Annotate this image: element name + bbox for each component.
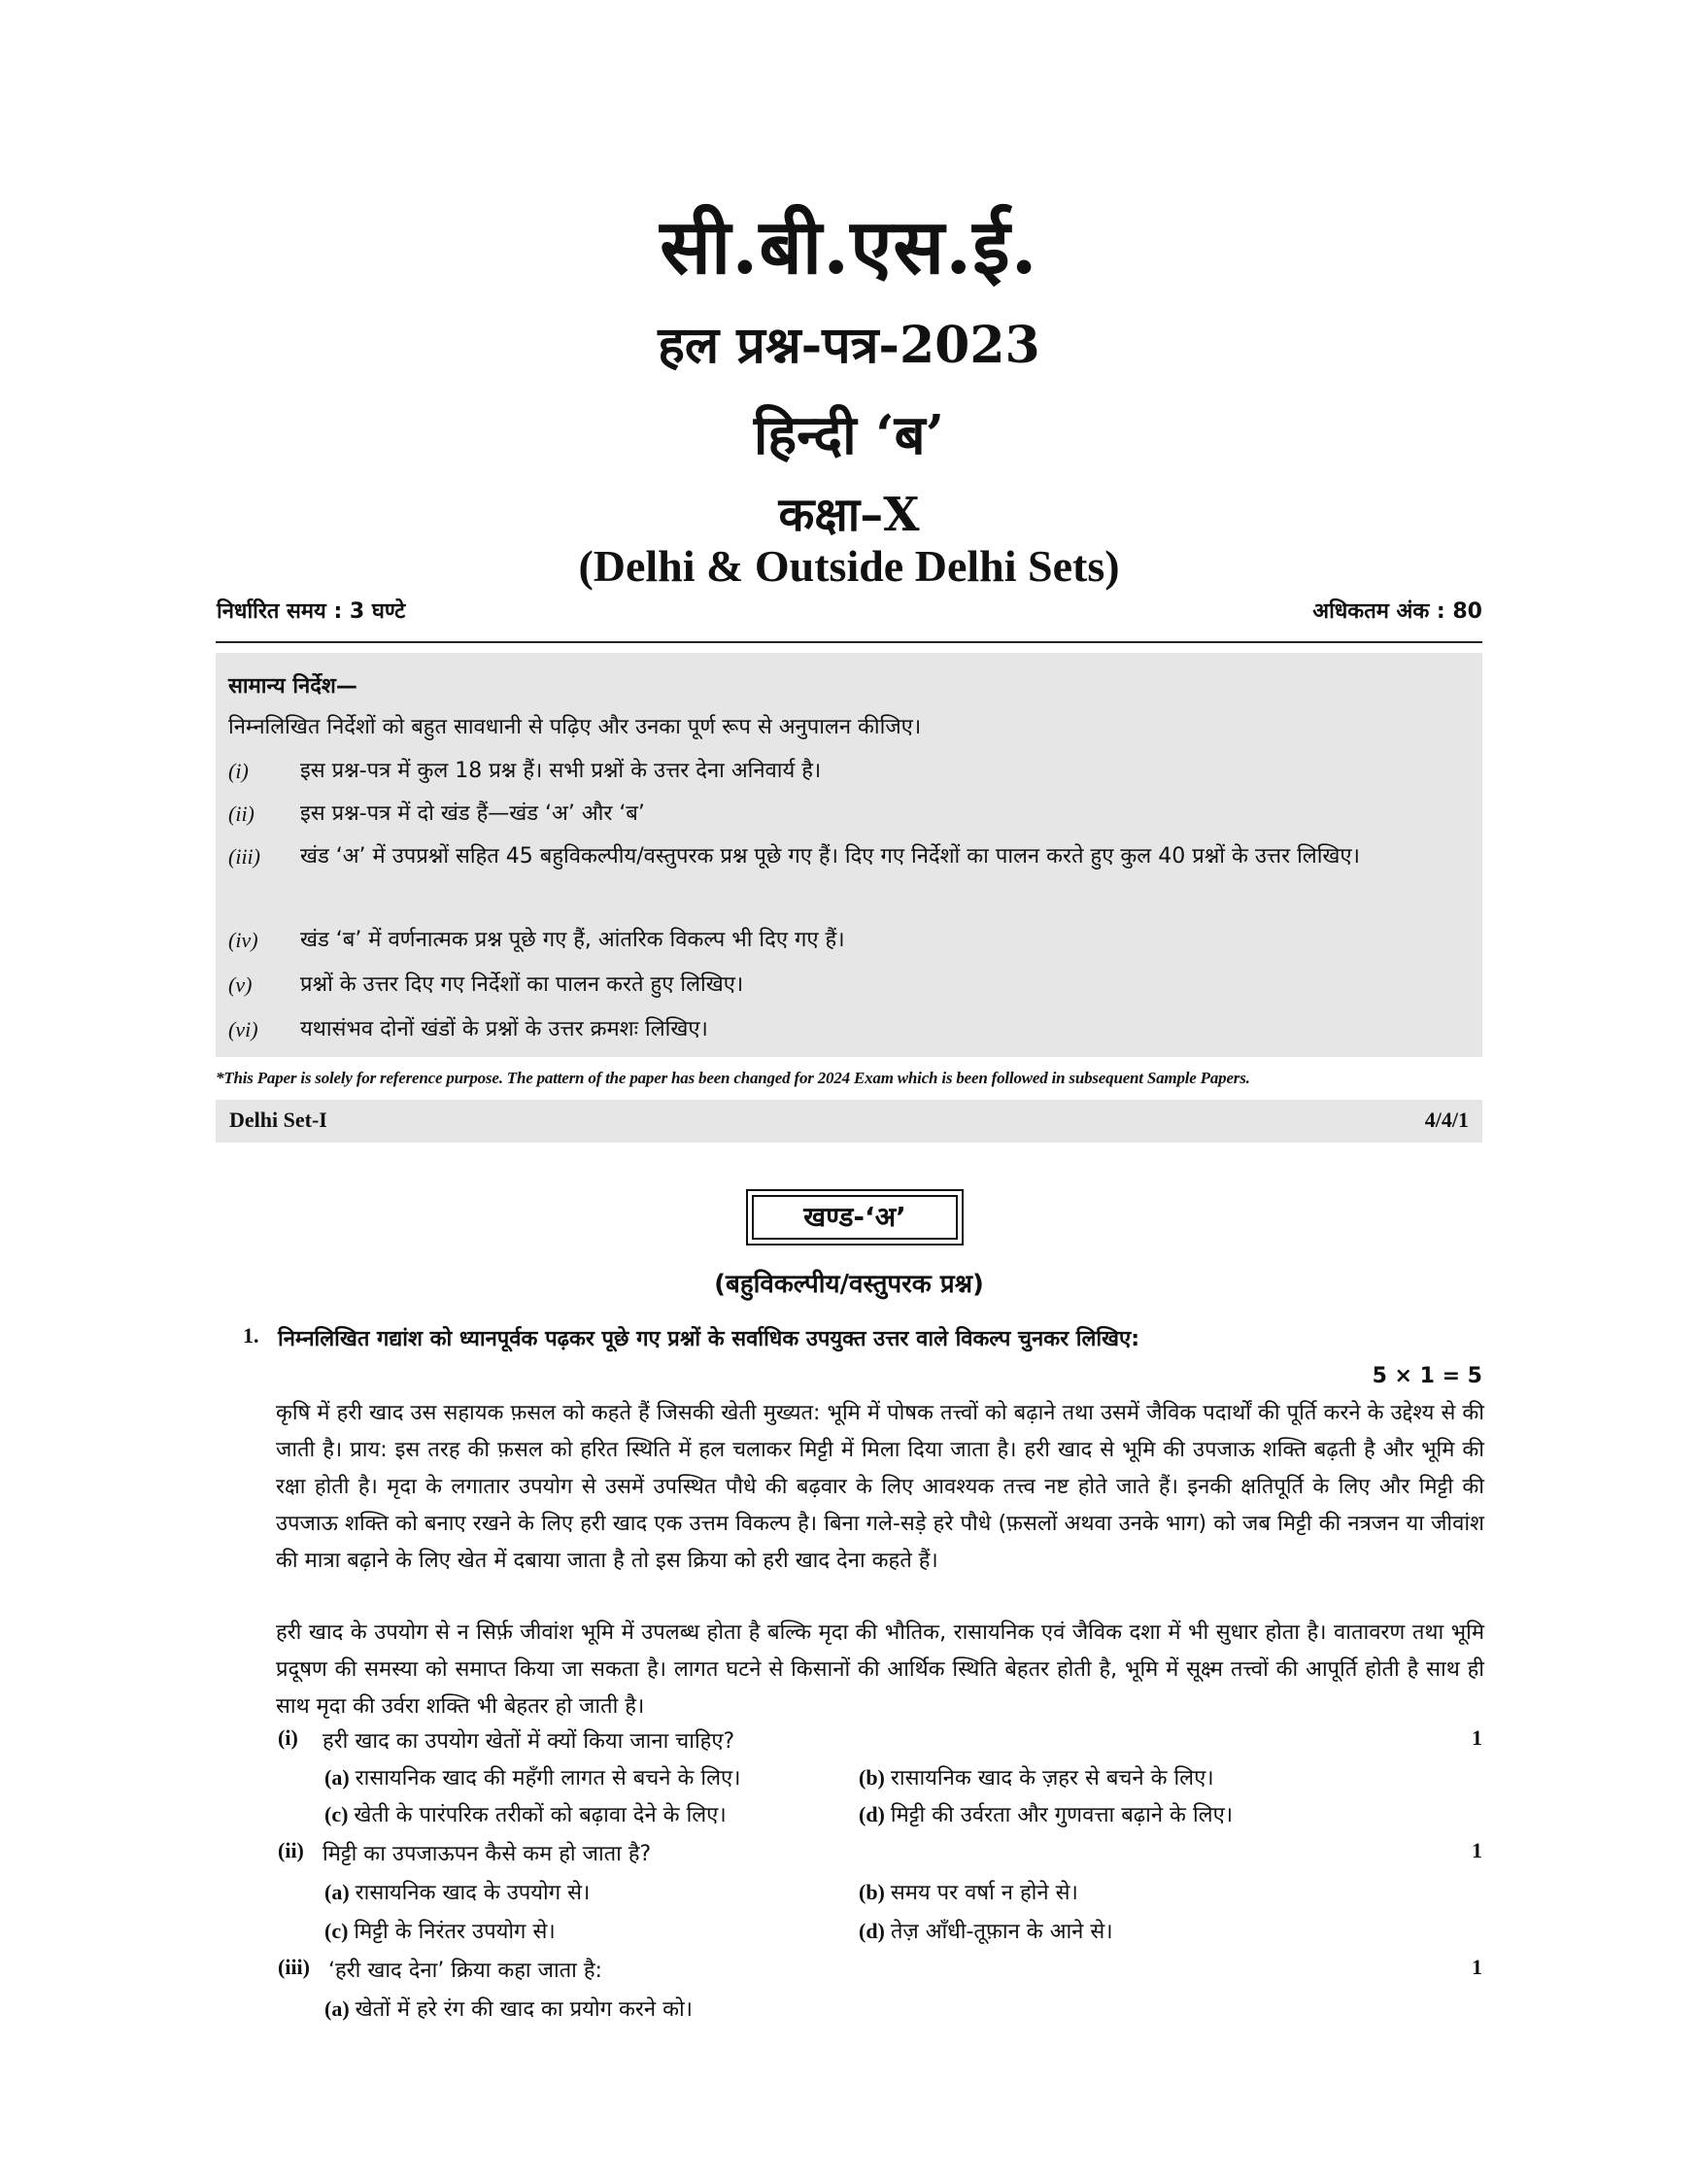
option-text: रासायनिक खाद की महँगी लागत से बचने के लिए।	[355, 1766, 741, 1791]
board-title: सी.बी.एस.ई.	[660, 203, 1038, 291]
option-label: (a)	[324, 1996, 350, 2021]
paper-title: हल प्रश्न-पत्र-2023	[658, 316, 1040, 375]
instruction-text: खंड ‘ब’ में वर्णनात्मक प्रश्न पूछे गए हैं, आंतरिक विकल्प भी दिए गए हैं।	[300, 928, 845, 952]
instruction-number: (v)	[228, 973, 253, 997]
sub-question-marks: 1	[1472, 1838, 1482, 1862]
sets-title: (Delhi & Outside Delhi Sets)	[578, 541, 1120, 591]
option-text: रासायनिक खाद के उपयोग से।	[355, 1881, 591, 1905]
option-text: समय पर वर्षा न होने से।	[890, 1881, 1078, 1905]
sub-question-number: (i)	[278, 1725, 298, 1750]
option	[324, 1762, 741, 1792]
set-bar	[216, 1100, 1482, 1143]
instruction-number: (vi)	[228, 1017, 258, 1041]
option-text: तेज़ आँधी-तूफ़ान के आने से।	[890, 1920, 1113, 1944]
instructions-intro: निम्नलिखित निर्देशों को बहुत सावधानी से पढ़िए और उनका पूर्ण रूप से अनुपालन कीजिए।	[228, 715, 922, 739]
option-text: मिट्टी के निरंतर उपयोग से।	[354, 1920, 556, 1944]
sub-question-marks: 1	[1472, 1725, 1482, 1750]
instruction-number: (iv)	[228, 928, 258, 952]
option	[859, 1762, 1214, 1792]
instruction-text: यथासंभव दोनों खंडों के प्रश्नों के उत्तर क्रमशः लिखिए।	[300, 1017, 708, 1041]
option-text: मिट्टी की उर्वरता और गुणवत्ता बढ़ाने के लिए।	[890, 1803, 1234, 1827]
option-label: (c)	[324, 1802, 349, 1826]
section-subtitle: (बहुविकल्पीय/वस्तुपरक प्रश्न)	[714, 1270, 984, 1299]
option	[859, 1877, 1078, 1906]
instruction-text: प्रश्नों के उत्तर दिए गए निर्देशों का पालन करते हुए लिखिए।	[300, 973, 744, 997]
option	[324, 1916, 556, 1945]
option-text: खेती के पारंपरिक तरीकों को बढ़ावा देने के लिए।	[354, 1803, 727, 1827]
class-title: कक्षा–X	[778, 488, 920, 542]
option-label: (a)	[324, 1880, 350, 1904]
instruction-text: इस प्रश्न-पत्र में दो खंड हैं—खंड ‘अ’ और ‘ब’	[300, 802, 645, 826]
option-label: (b)	[859, 1880, 885, 1904]
option	[324, 1877, 590, 1906]
option-label: (a)	[324, 1765, 350, 1790]
max-marks: अधिकतम अंक : 80	[1312, 599, 1482, 624]
passage-paragraph: कृषि में हरी खाद उस सहायक फ़सल को कहते हैं जिसकी खेती मुख्यत: भूमि में पोषक तत्त्वों को बढ़ाने तथा उसमें जैविक पदार्थों की पूर्ति करने के उद्देश्य से की जाती है। प्राय: इस तरह की फ़सल को हरित स्थिति में हल चलाकर मिट्टी में मिला दिया जाता है। हरी खाद से भूमि की उपजाऊ शक्ति बढ़ती है और भूमि की रक्षा होती है। मृदा के लगातार उपयोग से उसमें उपस्थित पौधे की बढ़वार के लिए आवश्यक तत्त्व नष्ट होते जाते हैं। इनकी क्षतिपूर्ति के लिए और मिट्टी की उपजाऊ शक्ति को बनाए रखने के लिए हरी खाद एक उत्तम विकल्प है। बिना गले-सड़े हरे पौधे (फ़सलों अथवा उनके भाग) को जब मिट्टी की नत्रजन या जीवांश की मात्रा बढ़ाने के लिए खेत में दबाया जाता है तो इस क्रिया को हरी खाद देना कहते हैं।	[276, 1401, 1484, 1573]
option-text: रासायनिक खाद के ज़हर से बचने के लिए।	[890, 1766, 1214, 1791]
instructions-heading: सामान्य निर्देश—	[228, 674, 357, 699]
reference-note: *This Paper is solely for reference purpose. The pattern of the paper has been changed for 2024 Exam which is been followed in subsequent Sample Papers.	[216, 1069, 1250, 1087]
question-marks: 5 × 1 = 5	[1372, 1364, 1482, 1388]
instruction-number: (i)	[228, 759, 249, 783]
subject-title: हिन्दी ‘ब’	[753, 403, 945, 467]
sub-question-number: (ii)	[278, 1838, 304, 1862]
instruction-number: (ii)	[228, 802, 255, 826]
option-label: (b)	[859, 1765, 885, 1790]
sub-question-text: ‘हरी खाद देना’ क्रिया कहा जाता है:	[328, 1959, 602, 1983]
instruction-text: इस प्रश्न-पत्र में कुल 18 प्रश्न हैं। सभी प्रश्नों के उत्तर देना अनिवार्य है।	[300, 759, 822, 783]
instruction-text: खंड ‘अ’ में उपप्रश्नों सहित 45 बहुविकल्पीय/वस्तुपरक प्रश्न पूछे गए हैं। दिए गए निर्देशों का पालन करते हुए कुल 40 प्रश्नों के उत्तर लिखिए।	[300, 844, 1360, 869]
option	[859, 1799, 1233, 1828]
passage-paragraph: हरी खाद के उपयोग से न सिर्फ़ जीवांश भूमि में उपलब्ध होता है बल्कि मृदा की भौतिक, रासायनिक एवं जैविक दशा में भी सुधार होता है। वातावरण तथा भूमि प्रदूषण की समस्या को समाप्त किया जा सकता है। लागत घटने से किसानों की आर्थिक स्थिति बेहतर होती है, भूमि में सूक्ष्म तत्त्वों की आपूर्ति होती है साथ ही साथ मृदा की उर्वरा शक्ति भी बेहतर हो जाती है।	[276, 1621, 1484, 1719]
set-code: 4/4/1	[1424, 1108, 1469, 1132]
option	[324, 1799, 727, 1828]
sub-question-marks: 1	[1472, 1955, 1482, 1979]
time-allowed: निर्धारित समय : 3 घण्टे	[217, 599, 406, 624]
option-label: (d)	[859, 1802, 885, 1826]
sub-question-text: हरी खाद का उपयोग खेतों में क्यों किया जाना चाहिए?	[323, 1729, 735, 1754]
section-title: खण्ड-‘अ’	[752, 1195, 958, 1240]
question-text: निम्नलिखित गद्यांश को ध्यानपूर्वक पढ़कर पूछे गए प्रश्नों के सर्वाधिक उपयुक्त उत्तर वाले विकल्प चुनकर लिखिए:	[278, 1327, 1140, 1351]
sub-question-number: (iii)	[278, 1955, 310, 1979]
option	[324, 1994, 693, 2023]
question-number: 1.	[243, 1323, 259, 1348]
sub-question-text: मिट्टी का उपजाऊपन कैसे कम हो जाता है?	[323, 1842, 652, 1866]
header-divider	[216, 641, 1482, 643]
set-name: Delhi Set-I	[229, 1108, 327, 1132]
option-text: खेतों में हरे रंग की खाद का प्रयोग करने को।	[355, 1997, 694, 2022]
option-label: (c)	[324, 1919, 349, 1943]
option	[859, 1916, 1113, 1945]
option-label: (d)	[859, 1919, 885, 1943]
instruction-number: (iii)	[228, 844, 260, 869]
